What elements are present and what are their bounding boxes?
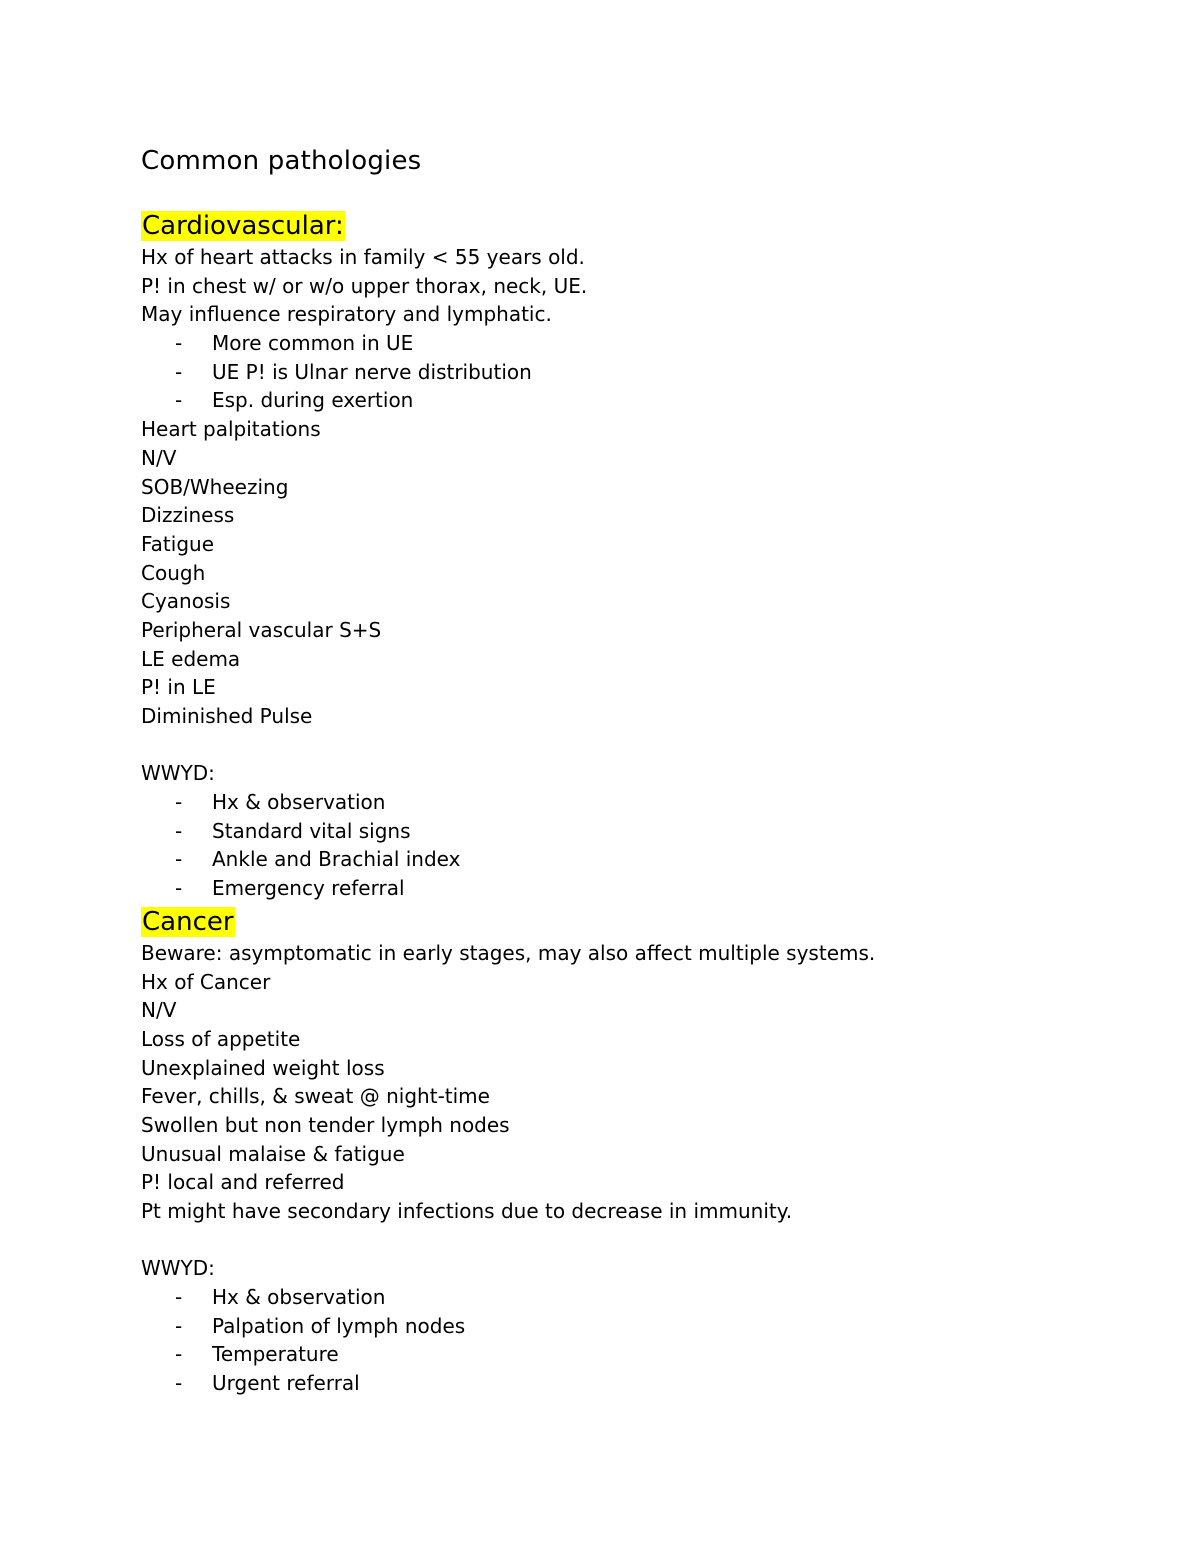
bullet-dash: -	[175, 1371, 183, 1396]
text-line: LE edema	[141, 646, 241, 671]
text-line: Fever, chills, & sweat @ night-time	[141, 1084, 490, 1109]
list-item-text: Emergency referral	[212, 876, 405, 901]
list-item	[141, 329, 1101, 358]
text-line: Cyanosis	[141, 589, 231, 614]
text-line: Hx of heart attacks in family < 55 years old.	[141, 245, 585, 269]
list-item-text: UE P! is Ulnar nerve distribution	[212, 359, 532, 384]
bullet-dash: -	[175, 790, 183, 815]
text-line: Beware: asymptomatic in early stages, may also affect multiple systems.	[141, 940, 876, 965]
wwyd-list	[141, 788, 1101, 903]
list-item	[141, 1340, 1101, 1369]
text-line: Loss of appetite	[141, 1026, 301, 1051]
blank-line	[141, 731, 1101, 760]
list-item	[141, 845, 1101, 874]
list-item	[141, 788, 1101, 817]
list-item-text: Esp. during exertion	[212, 388, 414, 413]
list-item	[141, 386, 1101, 415]
list-item-text: Urgent referral	[212, 1371, 360, 1396]
wwyd-label: WWYD:	[141, 1256, 215, 1281]
text-line: Fatigue	[141, 531, 214, 556]
list-item-text: Palpation of lymph nodes	[212, 1313, 466, 1338]
text-line: Hx of Cancer	[141, 969, 271, 994]
bullet-dash: -	[175, 1342, 183, 1367]
list-item-text: Hx & observation	[212, 790, 386, 815]
text-line: P! in chest w/ or w/o upper thorax, neck, UE.	[141, 273, 588, 298]
bullet-dash: -	[175, 876, 183, 901]
bullet-dash: -	[175, 1313, 183, 1338]
list-item	[141, 874, 1101, 903]
wwyd-list	[141, 1283, 1101, 1398]
bullet-dash: -	[175, 331, 183, 356]
text-line: Dizziness	[141, 503, 235, 528]
document-body	[141, 142, 1101, 1398]
text-line: Cough	[141, 560, 206, 585]
list-item-text: More common in UE	[212, 331, 414, 356]
bullet-dash: -	[175, 818, 183, 843]
text-line: Heart palpitations	[141, 417, 321, 442]
list-item	[141, 817, 1101, 846]
bullet-dash: -	[175, 388, 183, 413]
bullet-dash: -	[175, 847, 183, 872]
text-line: N/V	[141, 998, 177, 1023]
list-item-text: Hx & observation	[212, 1285, 386, 1310]
wwyd-label: WWYD:	[141, 761, 215, 786]
text-line: N/V	[141, 445, 177, 470]
text-line: Peripheral vascular S+S	[141, 617, 382, 642]
page-title: Common pathologies	[141, 146, 422, 176]
highlighted-heading: Cancer	[142, 906, 234, 937]
list-item	[141, 1312, 1101, 1341]
highlighted-heading: Cardiovascular:	[142, 211, 344, 241]
blank-line	[141, 1226, 1101, 1255]
text-line: Swollen but non tender lymph nodes	[141, 1112, 510, 1137]
bullet-dash: -	[175, 1285, 183, 1310]
text-line: P! local and referred	[141, 1170, 345, 1195]
text-line: May influence respiratory and lymphatic.	[141, 302, 552, 327]
text-line: Unusual malaise & fatigue	[141, 1141, 405, 1166]
list-item-text: Standard vital signs	[212, 818, 411, 843]
text-line: Diminished Pulse	[141, 704, 313, 728]
text-line: SOB/Wheezing	[141, 474, 289, 499]
text-line: P! in LE	[141, 675, 216, 700]
section-heading-cardiovascular	[141, 209, 1101, 243]
text-line: Pt might have secondary infections due to decrease in immunity.	[141, 1199, 793, 1223]
bullet-dash: -	[175, 359, 183, 384]
list-item	[141, 1283, 1101, 1312]
sub-bullet-list	[141, 329, 1101, 415]
section-heading-cancer	[141, 905, 1101, 939]
list-item-text: Temperature	[212, 1342, 339, 1367]
text-line: Unexplained weight loss	[141, 1055, 385, 1080]
list-item	[141, 1369, 1101, 1398]
list-item	[141, 358, 1101, 387]
list-item-text: Ankle and Brachial index	[212, 847, 461, 872]
